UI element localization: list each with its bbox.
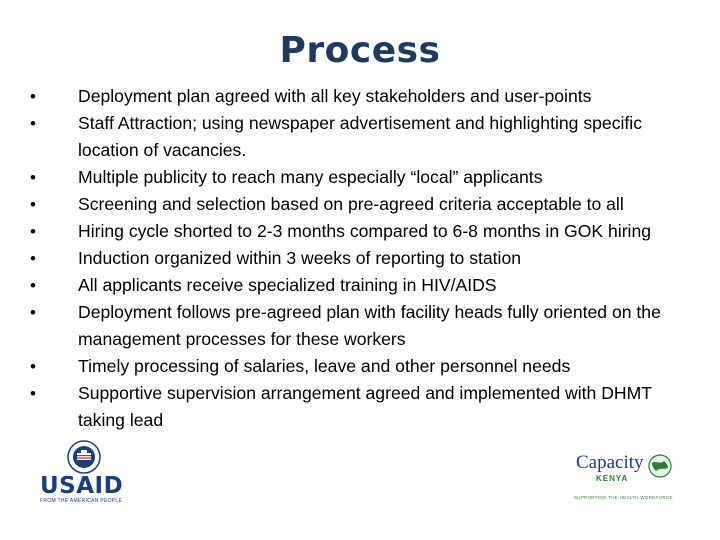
bullet-text: Multiple publicity to reach many especially “local” applicants [78, 167, 543, 187]
usaid-logo [40, 440, 136, 504]
bullet-marker: • [30, 87, 36, 106]
capacity-kenya-logo [566, 446, 678, 502]
bullet-item [28, 110, 688, 164]
bullet-text: Deployment follows pre-agreed plan with facility heads fully oriented on the management processes for these workers [78, 302, 661, 349]
bullet-marker: • [30, 303, 36, 322]
slide-title: Process [279, 30, 441, 71]
bullet-marker: • [30, 249, 36, 268]
bullet-list [28, 83, 688, 434]
bullet-item [28, 380, 688, 434]
bullet-text: Timely processing of salaries, leave and other personnel needs [78, 356, 571, 376]
bullet-marker: • [30, 114, 36, 133]
bullet-text: Staff Attraction; using newspaper advertisement and highlighting specific location of vacancies. [78, 113, 642, 160]
bullet-text: Induction organized within 3 weeks of reporting to station [78, 248, 522, 268]
bullet-marker: • [30, 384, 36, 403]
usaid-wordmark: USAID [40, 473, 124, 499]
usaid-seal-icon [62, 440, 106, 474]
bullet-text: Hiring cycle shorted to 2-3 months compared to 6-8 months in GOK hiring [78, 221, 652, 241]
bullet-item [28, 164, 688, 191]
bullet-text: Screening and selection based on pre-agreed criteria acceptable to all [78, 194, 624, 214]
bullet-text: Deployment plan agreed with all key stakeholders and user-points [78, 86, 592, 106]
globe-icon [648, 454, 672, 478]
bullet-marker: • [30, 168, 36, 187]
bullet-item [28, 245, 688, 272]
bullet-item [28, 218, 688, 245]
bullet-text: All applicants receive specialized training in HIV/AIDS [78, 275, 497, 295]
bullet-marker: • [30, 222, 36, 241]
bullet-item [28, 191, 688, 218]
bullet-marker: • [30, 195, 36, 214]
bullet-item [28, 83, 688, 110]
usaid-tagline: FROM THE AMERICAN PEOPLE [40, 498, 123, 504]
bullet-text: Supportive supervision arrangement agreed and implemented with DHMT taking lead [78, 383, 652, 430]
bullet-marker: • [30, 276, 36, 295]
bullet-item [28, 299, 688, 353]
capacity-country: KENYA [596, 474, 629, 483]
capacity-tagline: SUPPORTING THE HEALTH WORKFORCE [574, 495, 673, 500]
bullet-item [28, 272, 688, 299]
bullet-item [28, 353, 688, 380]
bullet-marker: • [30, 357, 36, 376]
capacity-wordmark: Capacity [576, 452, 644, 473]
